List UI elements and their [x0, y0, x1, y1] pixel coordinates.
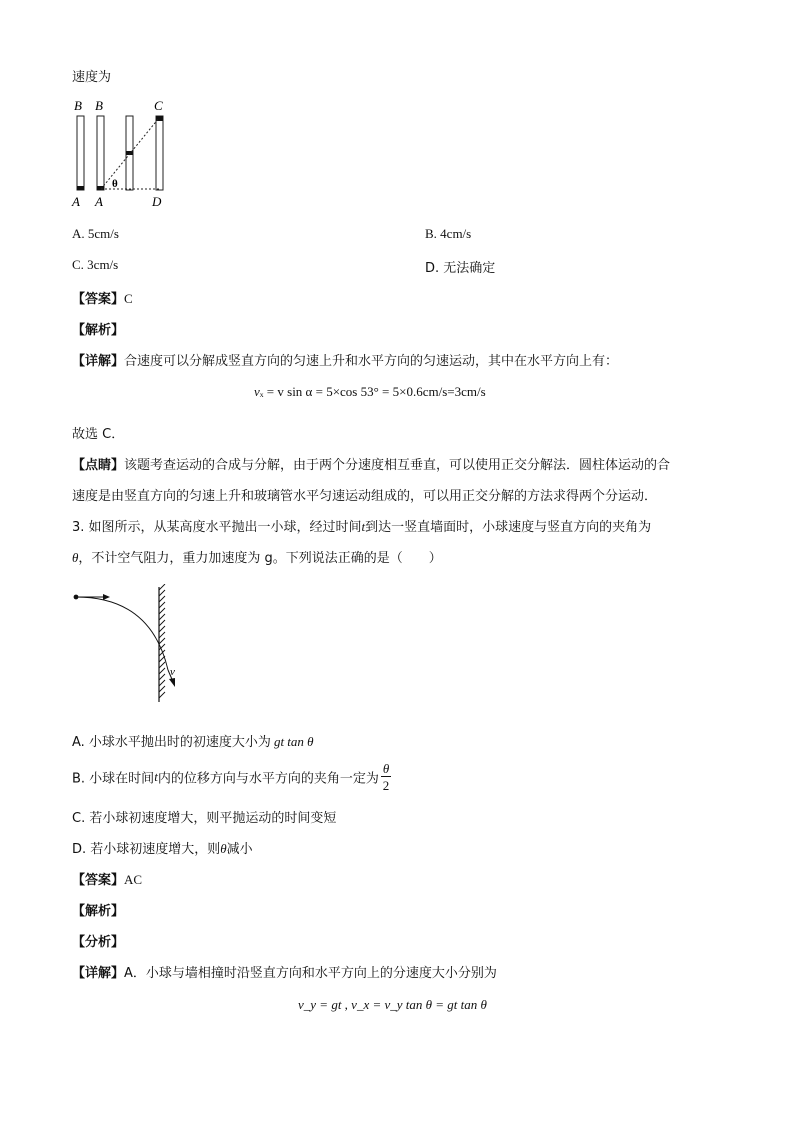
q2-formula-v: v [254, 384, 260, 399]
trajectory [76, 597, 168, 670]
q2-analysis-tag: 【解析】 [72, 323, 125, 338]
q2-detail-tag: 【详解】 [72, 354, 125, 369]
q3-detail-text: A．小球与墙相撞时沿竖直方向和水平方向上的分速度大小分别为 [124, 966, 497, 981]
q3-stem-theta: θ [72, 550, 79, 565]
label-A2: A [95, 194, 103, 209]
diagonal-path [101, 118, 159, 189]
frac-num: θ [382, 761, 390, 776]
q3-option-b-fraction [381, 762, 391, 792]
q3-option-a-text: A. 小球水平抛出时的初速度大小为 [72, 735, 271, 750]
q3-option-d-text1: D. 若小球初速度增大，则 [72, 842, 221, 857]
q3-stem-2: ，不计空气阻力，重力加速度为 g。下列说法正确的是（ ） [78, 551, 442, 566]
q2-comment-text-1: 该题考查运动的合成与分解，由于两个分速度相互垂直，可以使用正交分解法．圆柱体运动的合 [124, 458, 671, 473]
q2-answer: C [124, 291, 133, 306]
q2-comment-line-2: 速度是由竖直方向的匀速上升和玻璃管水平匀速运动组成的，可以用正交分解的方法求得两个分运动． [72, 489, 658, 504]
q2-option-a: A. 5cm/s [72, 226, 119, 241]
q3-detail-line [72, 962, 497, 981]
arrowhead-final [169, 678, 175, 687]
q2-detail-text: 合速度可以分解成竖直方向的匀速上升和水平方向的匀速运动，其中在水平方向上有： [124, 354, 619, 369]
label-D: D [152, 194, 162, 209]
arrowhead-initial [103, 594, 110, 600]
q3-option-a [72, 731, 314, 750]
intro-text: 速度为 [72, 70, 112, 85]
tube-2 [97, 116, 104, 190]
q3-answer-tag: 【答案】 [72, 873, 125, 888]
label-B1: B [74, 98, 82, 113]
q3-answer-line [72, 869, 142, 888]
q2-formula-rest: ₓ = v sin α = 5×cos 53° = 5×0.6cm/s=3cm/s [259, 384, 486, 399]
tube-4 [156, 116, 163, 190]
q3-formula [298, 997, 487, 1013]
projectile-figure [66, 584, 186, 706]
q3-option-a-math: gt tan θ [273, 734, 314, 749]
q3-option-b-text1: B. 小球在时间 [72, 771, 155, 787]
cylinder-1 [77, 186, 84, 190]
q3-stem-line-1 [72, 516, 651, 535]
q3-option-b-text2: 内的位移方向与水平方向的夹角一定为 [157, 771, 379, 787]
label-C: C [154, 98, 163, 113]
q3-option-d-theta: θ [220, 841, 227, 856]
q3-option-b [72, 762, 391, 792]
label-theta: θ [112, 178, 118, 190]
q3-stem-1a: 3. 如图所示，从某高度水平抛出一小球，经过时间 [72, 520, 362, 535]
q3-analysis-tag: 【解析】 [72, 904, 125, 919]
q3-stem-1b: 到达一竖直墙面时，小球速度与竖直方向的夹角为 [365, 520, 652, 535]
q2-comment-tag: 【点睛】 [72, 458, 125, 473]
q2-option-c: C. 3cm/s [72, 257, 119, 272]
q3-stem-t: t [361, 519, 366, 534]
label-B2: B [95, 98, 103, 113]
q3-option-c: C. 若小球初速度增大，则平抛运动的时间变短 [72, 811, 337, 826]
q2-answer-tag: 【答案】 [72, 292, 125, 307]
q3-detail-tag: 【详解】 [72, 966, 125, 981]
label-A1: A [72, 194, 80, 209]
q3-option-d-text2: 减小 [226, 842, 253, 857]
q3-answer: AC [124, 872, 143, 887]
q2-option-b: B. 4cm/s [425, 226, 472, 241]
q2-comment-line-1 [72, 454, 670, 473]
q3-analyze-tag: 【分析】 [72, 935, 125, 950]
frac-den: 2 [382, 778, 390, 793]
q2-detail-line [72, 350, 618, 369]
tube-1 [77, 116, 84, 190]
q3-stem-line-2 [72, 547, 442, 566]
velocity-label: v [170, 666, 175, 678]
q3-option-d [72, 838, 253, 857]
q2-option-d: D. 无法确定 [425, 261, 496, 276]
q3-option-b-t: t [154, 769, 158, 784]
q2-choose: 故选 C． [72, 427, 125, 442]
q2-formula [254, 384, 486, 400]
q2-answer-line [72, 288, 133, 307]
q3-formula-text: v_y = gt , v_x = v_y tan θ = gt tan θ [298, 997, 487, 1012]
wall-hatching [159, 584, 165, 698]
tube-figure [70, 96, 180, 210]
